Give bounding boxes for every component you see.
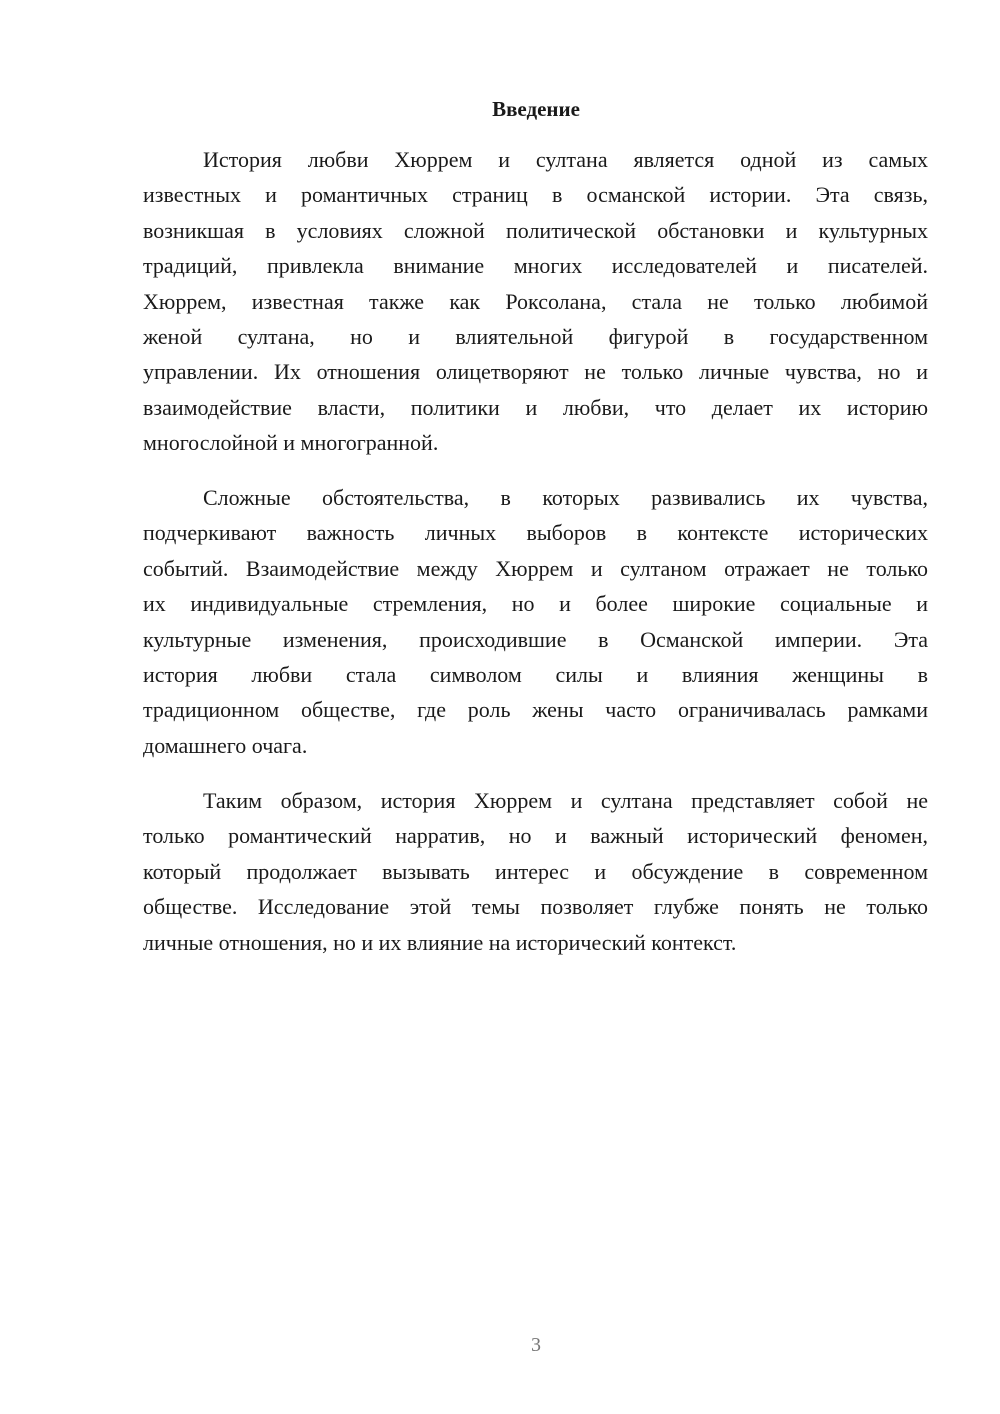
text-line: их индивидуальные стремления, но и более широкие социальные и [143, 591, 928, 617]
page-number: 3 [531, 1334, 541, 1356]
page-title: Введение [492, 97, 580, 121]
text-line: возникшая в условиях сложной политической обстановки и культурных [143, 217, 928, 243]
text-line: известных и романтичных страниц в османской истории. Эта связь, [143, 182, 928, 208]
text-line: женой султана, но и влиятельной фигурой в государственном [143, 323, 928, 349]
text-line: событий. Взаимодействие между Хюррем и султаном отражает не только [143, 555, 928, 581]
text-line: История любви Хюррем и султана является одной из самых [203, 147, 928, 172]
text-line: Сложные обстоятельства, в которых развивались их чувства, [203, 485, 928, 510]
text-line: взаимодействие власти, политики и любви, что делает их историю [143, 394, 928, 420]
text-line: подчеркивают важность личных выборов в контексте исторических [143, 520, 928, 546]
paragraph-1 [143, 142, 928, 461]
text-line: управлении. Их отношения олицетворяют не только личные чувства, но и [143, 359, 928, 385]
text-line: обществе. Исследование этой темы позволяет глубже понять не только [143, 894, 928, 920]
text-line: личные отношения, но и их влияние на исторический контекст. [143, 929, 737, 955]
paragraph-3 [143, 783, 928, 960]
text-line: традиционном обществе, где роль жены часто ограничивалась рамками [143, 697, 928, 723]
text-line: многослойной и многогранной. [143, 430, 439, 456]
text-line: только романтический нарратив, но и важный исторический феномен, [143, 823, 928, 849]
paragraph-2 [143, 480, 928, 763]
text-line: который продолжает вызывать интерес и обсуждение в современном [143, 858, 928, 884]
text-line: история любви стала символом силы и влияния женщины в [143, 661, 928, 687]
text-line: Таким образом, история Хюррем и султана представляет собой не [203, 788, 928, 813]
text-line: традиций, привлекла внимание многих исследователей и писателей. [143, 253, 928, 279]
text-line: Хюррем, известная также как Роксолана, стала не только любимой [143, 288, 928, 314]
text-line: культурные изменения, происходившие в Османской империи. Эта [143, 626, 928, 652]
text-line: домашнего очага. [143, 732, 308, 758]
